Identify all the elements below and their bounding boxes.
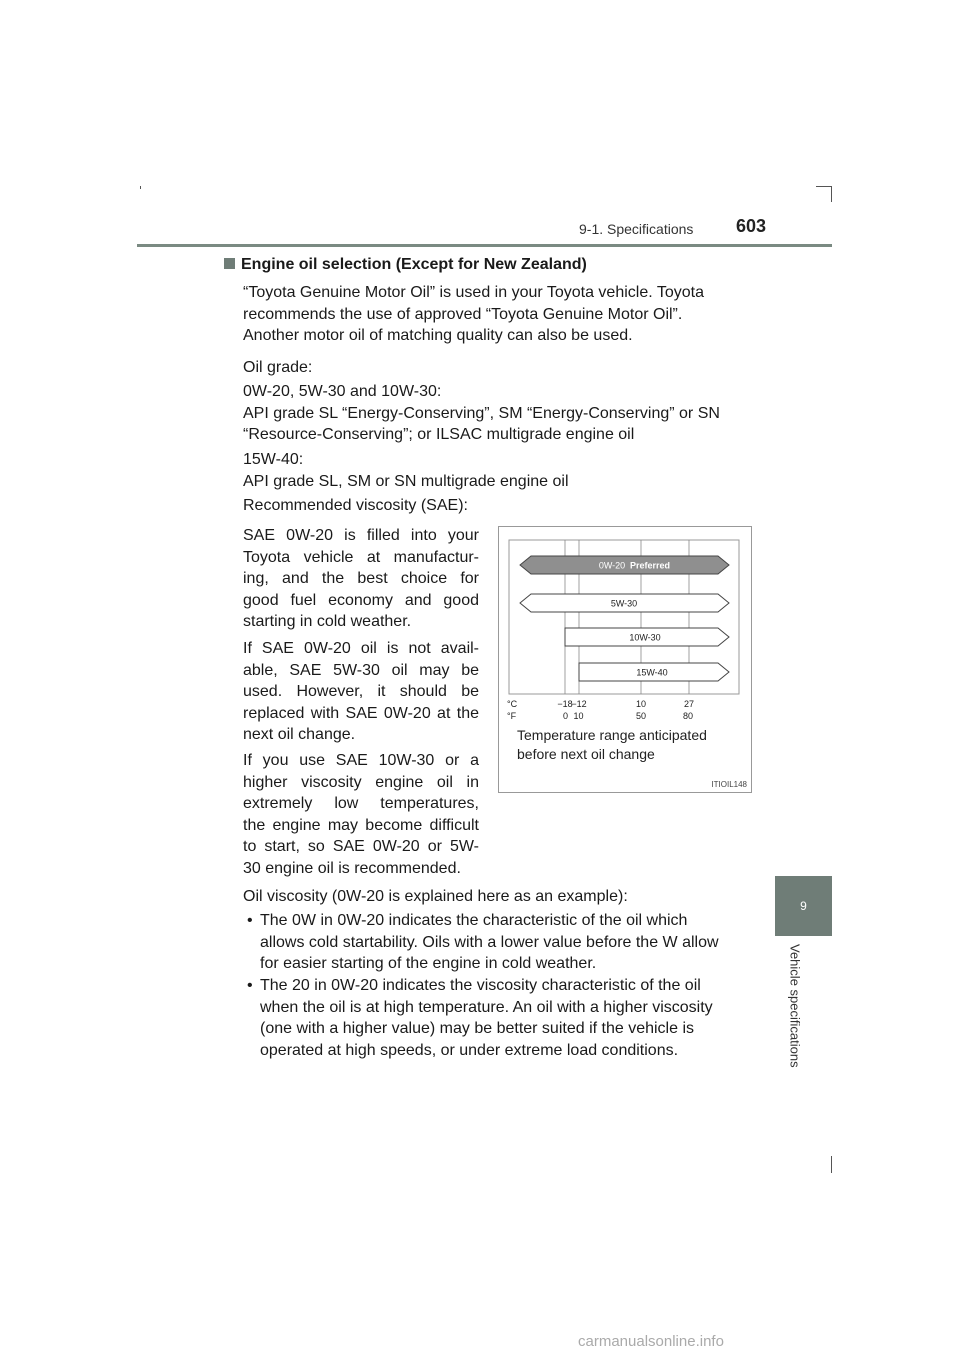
text-line: The 0W in 0W-20 indicates the characteristic of the oil which bbox=[260, 912, 688, 929]
celsius-unit-label: °C bbox=[507, 699, 518, 709]
text-line: “Resource-Conserving”; or ILSAC multigrade engine oil bbox=[243, 426, 635, 443]
text-line: next oil change. bbox=[243, 726, 356, 743]
header-rule bbox=[137, 244, 832, 247]
text-line: If SAE 0W-20 oil is not avail- bbox=[243, 640, 479, 657]
celsius-tick-label: −18 bbox=[557, 699, 573, 709]
text-line: operated at high speeds, or under extreme load conditions. bbox=[260, 1041, 679, 1059]
section-heading bbox=[224, 256, 587, 274]
bullet-icon: • bbox=[247, 912, 253, 929]
preferred-tag: Preferred bbox=[629, 560, 671, 571]
caption-line: before next oil change bbox=[517, 746, 655, 762]
range-bar-label: 5W-30 bbox=[610, 598, 638, 609]
text-line: Another motor oil of matching quality can also be used. bbox=[243, 327, 633, 344]
grade-2-paragraph bbox=[243, 449, 745, 492]
text-line: API grade SL, SM or SN multigrade engine oil bbox=[243, 472, 569, 490]
range-bar-label: 0W-20 bbox=[598, 560, 626, 571]
text-line: recommends the use of approved “Toyota Genuine Motor Oil”. bbox=[243, 305, 683, 323]
text-line: SAE 0W-20 is filled into your bbox=[243, 527, 479, 544]
bullet-icon: • bbox=[247, 977, 253, 994]
fahrenheit-tick-label: 10 bbox=[573, 711, 584, 721]
section-heading-text: Engine oil selection (Except for New Zealand) bbox=[241, 256, 587, 273]
page-number: 603 bbox=[736, 216, 767, 236]
fahrenheit-tick-label: 0 bbox=[563, 711, 569, 721]
text-line: the engine may become difficult bbox=[243, 816, 479, 834]
celsius-tick-label: 10 bbox=[635, 699, 647, 709]
running-header-section: 9-1. Specifications bbox=[579, 221, 694, 237]
chart-bars bbox=[520, 556, 729, 681]
crop-mark bbox=[816, 186, 832, 187]
crop-mark bbox=[140, 186, 141, 189]
text-line: starting in cold weather. bbox=[243, 613, 412, 630]
text-line: If you use SAE 10W-30 or a bbox=[243, 752, 479, 769]
text-line: used. However, it should be bbox=[243, 683, 479, 700]
text-line: 0W-20, 5W-30 and 10W-30: bbox=[243, 383, 442, 400]
chapter-number: 9 bbox=[800, 899, 807, 913]
figure-id: ITIOIL148 bbox=[711, 780, 747, 789]
bullet-item-1 bbox=[243, 910, 745, 975]
text-line: able, SAE 5W-30 oil may be bbox=[243, 661, 479, 679]
caption-line: Temperature range anticipated bbox=[517, 727, 707, 743]
watermark: carmanualsonline.info bbox=[578, 1333, 724, 1350]
range-bar-label: 15W-40 bbox=[636, 667, 668, 678]
celsius-tick-label: −12 bbox=[571, 699, 587, 709]
chart-caption bbox=[517, 726, 742, 764]
viscosity-chart-figure bbox=[498, 526, 752, 793]
text-line: (one with a higher value) may be better suited if the vehicle is bbox=[260, 1020, 695, 1037]
text-line: Toyota vehicle at manufactur- bbox=[243, 548, 479, 566]
chart-axis bbox=[507, 699, 694, 721]
text-line: allows cold startability. Oils with a lower value before the W allow bbox=[260, 933, 719, 951]
grade-1-paragraph bbox=[243, 381, 745, 446]
text-line: ing, and the best choice for bbox=[243, 570, 479, 587]
fahrenheit-unit-label: °F bbox=[507, 711, 517, 721]
bullet-item-2 bbox=[243, 975, 745, 1061]
example-intro: Oil viscosity (0W-20 is explained here as an example): bbox=[243, 888, 628, 905]
viscosity-paragraph-2 bbox=[243, 638, 479, 746]
fahrenheit-tick-label: 80 bbox=[683, 711, 694, 721]
text-line: “Toyota Genuine Motor Oil” is used in your Toyota vehicle. Toyota bbox=[243, 284, 704, 301]
viscosity-paragraph-1 bbox=[243, 525, 479, 633]
heading-square-icon bbox=[224, 258, 235, 269]
crop-mark bbox=[831, 186, 832, 202]
text-line: 30 engine oil is recommended. bbox=[243, 859, 461, 877]
chapter-title: Vehicle specifications bbox=[787, 944, 803, 1068]
text-line: extremely low temperatures, bbox=[243, 795, 479, 812]
text-line: The 20 in 0W-20 indicates the viscosity characteristic of the oil bbox=[260, 977, 701, 994]
intro-paragraph bbox=[243, 282, 745, 347]
text-line: when the oil is at high temperature. An oil with a higher viscosity bbox=[260, 998, 713, 1016]
range-bar-label: 10W-30 bbox=[629, 632, 661, 643]
text-line: to start, so SAE 0W-20 or 5W- bbox=[243, 838, 479, 855]
viscosity-label: Recommended viscosity (SAE): bbox=[243, 497, 468, 514]
chapter-tab bbox=[775, 876, 832, 936]
text-line: replaced with SAE 0W-20 at the bbox=[243, 704, 479, 722]
fahrenheit-tick-label: 50 bbox=[635, 711, 647, 721]
crop-mark bbox=[831, 1156, 832, 1173]
text-line: API grade SL “Energy-Conserving”, SM “Energy-Conserving” or SN bbox=[243, 404, 720, 422]
text-line: for easier starting of the engine in cold weather. bbox=[260, 955, 597, 972]
text-line: 15W-40: bbox=[243, 451, 304, 468]
text-line: higher viscosity engine oil in bbox=[243, 773, 479, 791]
viscosity-paragraph-3 bbox=[243, 750, 479, 879]
text-line: good fuel economy and good bbox=[243, 591, 479, 609]
oil-grade-label: Oil grade: bbox=[243, 359, 313, 376]
celsius-tick-label: 27 bbox=[683, 699, 695, 709]
